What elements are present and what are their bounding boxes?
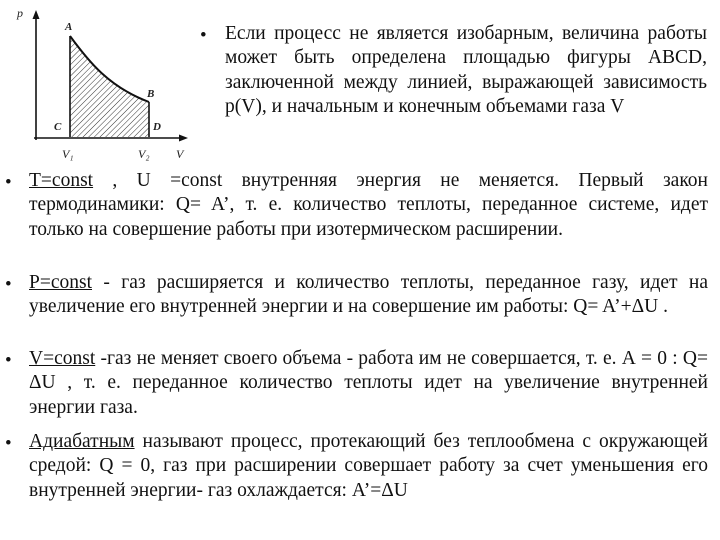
term-p-const: P=const (29, 272, 93, 293)
bullet-4-marker: • (5, 350, 12, 371)
bullet-5-text (29, 430, 708, 503)
bullet-5-marker: • (5, 433, 12, 454)
term-v-const: V=const (29, 348, 96, 369)
point-a-label: A (65, 21, 73, 33)
bullet-1-marker: • (200, 25, 207, 46)
pv-diagram (14, 2, 204, 168)
bullet-1-text: Если процесс не является изобарным, величина работы может быть определена площадью фигуры ABCD, заключенной между линией, выражающей зависимость p(V), и начальным и конечным объемами газа V (225, 23, 707, 117)
bullet-3-marker: • (5, 274, 12, 295)
term-t-const: T=const (29, 170, 94, 191)
tick-v1-label: V₁ (62, 147, 74, 161)
bullet-3-text (29, 271, 708, 320)
p-axis-label: p (17, 6, 23, 20)
bullet-3-body: - газ расширяется и количество теплоты, переданное газу, идет на увеличение его внутренней энергии и на совершение им работы: Q= A’+ΔU . (29, 272, 708, 318)
point-b-label: B (147, 88, 155, 100)
point-c-label: C (54, 121, 62, 133)
bullet-5-body: называют процесс, протекающий без теплообмена с окружающей средой: Q = 0, газ при расширении совершает работу за счет уменьшения его внутренней энергии- газ охлаждается: A’=ΔU (29, 431, 708, 501)
bullet-2-marker: • (5, 172, 12, 193)
term-adiabatic: Адиабатным (29, 431, 135, 452)
bullet-4-text (29, 347, 708, 420)
v-axis-arrow (179, 135, 188, 142)
bullet-4-body: -газ не меняет своего объема - работа им не совершается, т. е. А = 0 : Q= ΔU , т. е. переданное количество теплоты идет на увеличение внутренней энергии газа. (29, 348, 708, 418)
bullet-2-text (29, 169, 708, 242)
bullet-2-body: , U =const внутренняя энергия не меняется. Первый закон термодинамики: Q= A’, т. е. количество теплоты, переданное системе, идет только на совершение работы при изотермическом расширении. (29, 170, 708, 240)
v-axis-label: V (176, 147, 184, 161)
p-axis-arrow (33, 10, 40, 19)
tick-v2-label: V₂ (138, 147, 150, 161)
point-d-label: D (153, 121, 161, 133)
